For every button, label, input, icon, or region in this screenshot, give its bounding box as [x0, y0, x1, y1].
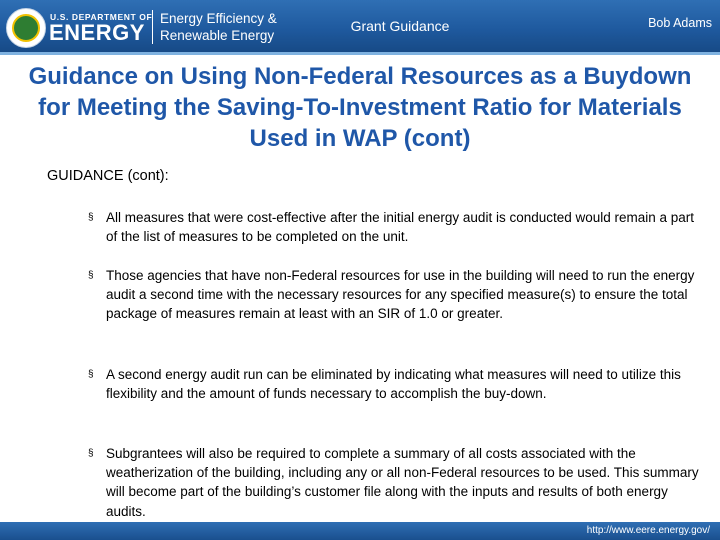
header-author: Bob Adams: [648, 16, 712, 30]
bullet-item: [88, 444, 702, 521]
slide-title: Guidance on Using Non-Federal Resources as a Buydown for Meeting the Saving-To-Investment Ratio for Materials Used in WAP (cont): [28, 63, 692, 152]
footer-url: http://www.eere.energy.gov/: [586, 525, 710, 536]
bullet-marker-icon: §: [88, 369, 94, 380]
header-title: Grant Guidance: [350, 18, 450, 34]
bullet-item: [88, 365, 702, 403]
office-name-line2: Renewable Energy: [160, 28, 275, 43]
office-name-line1: Energy Efficiency &: [160, 11, 277, 26]
bullet-marker-icon: §: [88, 212, 94, 223]
bullet-text: A second energy audit run can be eliminated by indicating what measures will need to utilize this flexibility and the amount of funds necessary to accomplish the buy-down.: [106, 367, 681, 402]
department-label: U.S. DEPARTMENT OF: [50, 12, 153, 22]
department-name: ENERGY: [49, 20, 145, 45]
bullet-item: [88, 266, 702, 324]
bullet-item: [88, 208, 702, 246]
bullet-marker-icon: §: [88, 448, 94, 459]
bullet-text: Subgrantees will also be required to complete a summary of all costs associated with the weatherization of the building, including any or all non-Federal resources to be used. This summary will become part of the building’s customer file along with the inputs and results of both energy audits.: [106, 446, 699, 519]
guidance-lead: GUIDANCE (cont):: [47, 168, 169, 184]
bullet-text: Those agencies that have non-Federal resources for use in the building will need to run the energy audit a second time with the necessary resources for any specified measure(s) to ensure the total package of measures remain at least with an SIR of 1.0 or greater.: [106, 268, 695, 322]
bullet-marker-icon: §: [88, 270, 94, 281]
bullet-text: All measures that were cost-effective after the initial energy audit is conducted would remain a part of the list of measures to be completed on the unit.: [106, 210, 695, 245]
